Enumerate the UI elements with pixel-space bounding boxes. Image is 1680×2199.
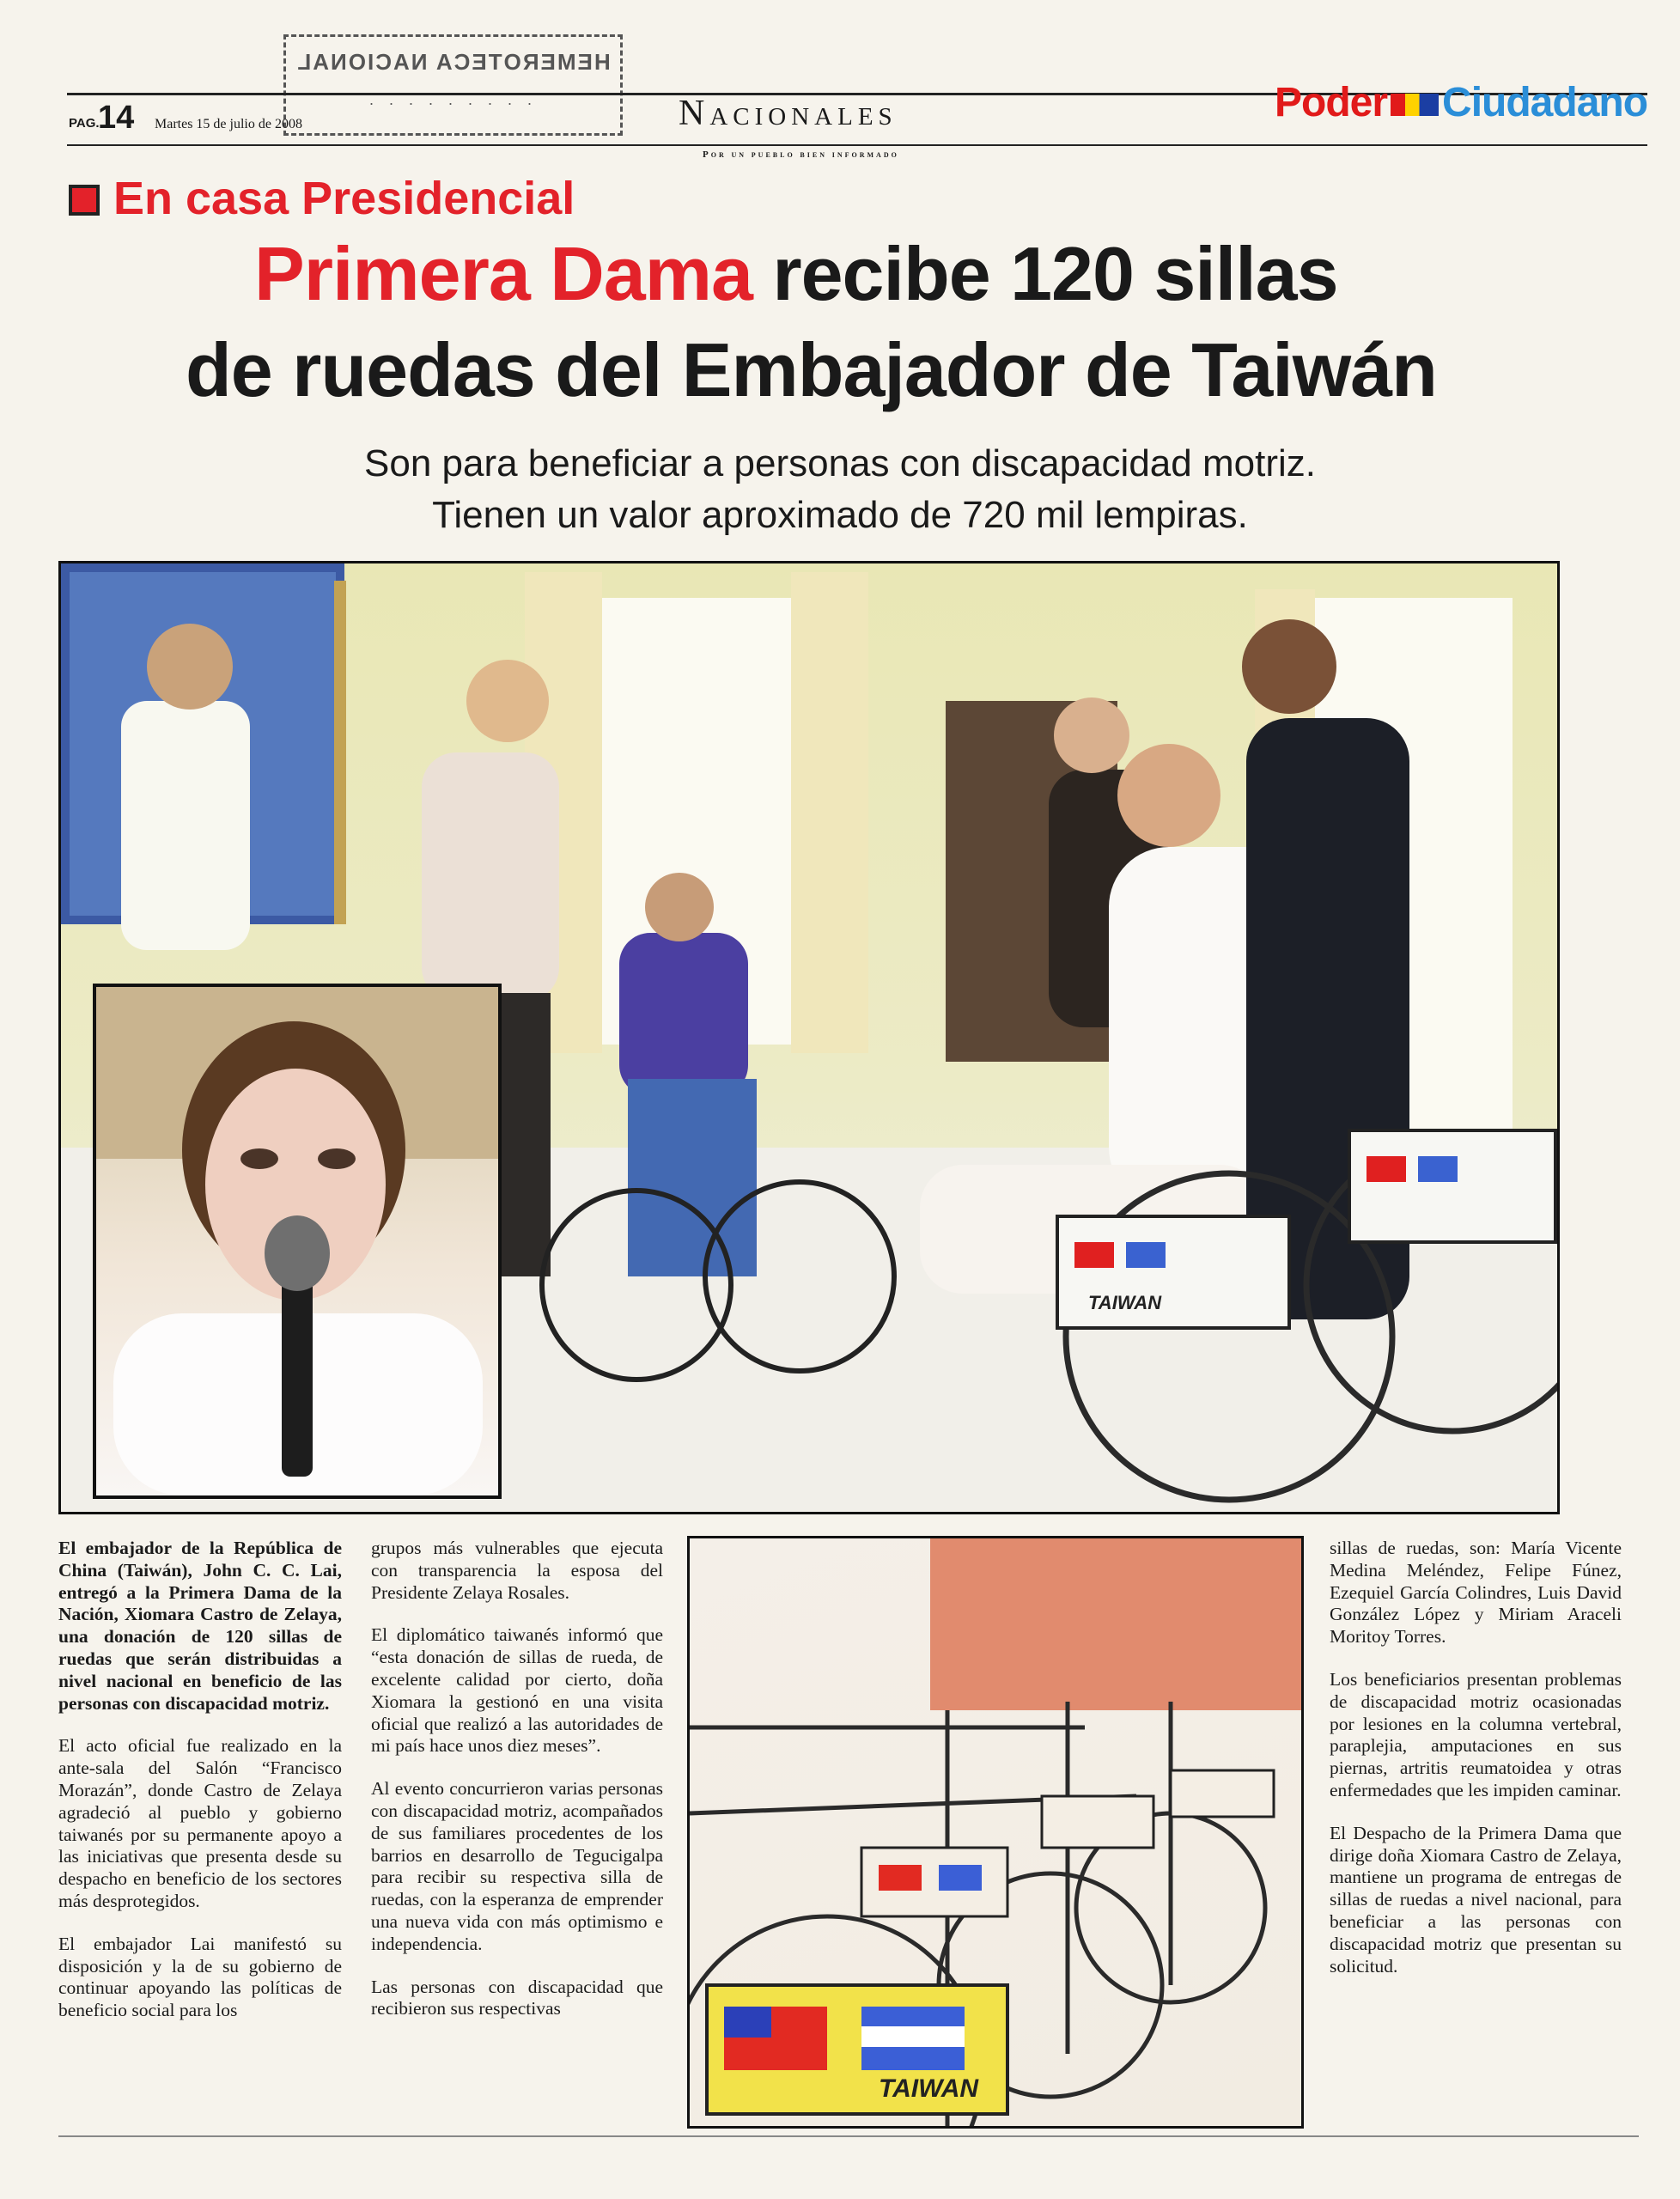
subhead-line-2: Tienen un valor aproximado de 720 mil lempiras. [432, 494, 1248, 536]
page-label: PAG. [69, 116, 100, 131]
archive-stamp [283, 34, 623, 136]
paragraph: El diplomático taiwanés informó que “esta donación de sillas de rueda, de excelente calidad por cierto, doña Xiomara la gestionó en una visita oficial que realizó a las autoridades de mi país hace unos diez meses”. [371, 1624, 663, 1757]
wheelchairs-photo-illustration [690, 1538, 1301, 2126]
headline-line-1 [254, 230, 1338, 318]
inset-photo-illustration [96, 987, 498, 1495]
section-motto: Por un pueblo bien informado [703, 149, 899, 160]
subheadline [0, 438, 1680, 541]
paragraph: sillas de ruedas, son: María Vicente Medina Meléndez, Felipe Fúnez, Ezequiel García Colindres, Luis David González López y Miriam Araceli Moritoy Torres. [1330, 1538, 1622, 1648]
article-column-3 [1330, 1538, 1622, 1998]
wheelchair-label: TAIWAN [879, 2074, 979, 2103]
brand-logo [1275, 79, 1647, 126]
paragraph: Los beneficiarios presentan problemas de discapacidad motriz ocasionadas por lesiones en la columna vertebral, paraplejia, amputaciones en sus piernas, artritis reumatoidea y otras enfermedades que les impiden caminar. [1330, 1668, 1622, 1800]
headline-rest: recibe 120 sillas [772, 231, 1338, 316]
paragraph: El Despacho de la Primera Dama que dirige doña Xiomara Castro de Zelaya, mantiene un programa de entregas de sillas de ruedas a nivel nacional, para beneficiar a las personas con discapacidad motriz que presentan su solicitud. [1330, 1822, 1622, 1977]
footer-rule [58, 2135, 1639, 2137]
paragraph: El acto oficial fue realizado en la ante-sala del Salón “Francisco Morazán”, donde Castro de Zelaya agradeció al pueblo y gobierno taiwanés por su permanente apoyo a las iniciativas que presenta desde su despacho en beneficio de los sectores más desprotegidos. [58, 1735, 342, 1911]
headline-line-2: de ruedas del Embajador de Taiwán [186, 327, 1437, 412]
paragraph: El embajador de la República de China (Taiwán), John C. C. Lai, entregó a la Primera Dama de la Nación, Xiomara Castro de Zelaya, una donación de 120 sillas de ruedas que serán distribuidas a nivel nacional en beneficio de las personas con discapacidad motriz. [58, 1538, 342, 1714]
kicker-text: En casa Presidencial [113, 173, 575, 224]
article-column-2 [371, 1538, 663, 2041]
paragraph: grupos más vulnerables que ejecuta con transparencia la esposa del Presidente Zelaya Rosales. [371, 1538, 663, 1603]
kicker [69, 172, 575, 225]
page-number: 14 [98, 100, 135, 136]
kicker-square-icon [69, 185, 100, 216]
main-photo-chair-label: TAIWAN [1088, 1292, 1162, 1313]
stamp-dots: · · · · · · · · · [368, 94, 538, 112]
headline-highlight: Primera Dama [254, 231, 752, 316]
brand-flag-icon [1391, 94, 1439, 116]
inset-photo-first-lady [93, 984, 502, 1499]
issue-date: Martes 15 de julio de 2008 [155, 117, 302, 131]
wheelchairs-photo [687, 1536, 1304, 2129]
subhead-line-1: Son para beneficiar a personas con discapacidad motriz. [364, 442, 1316, 484]
paragraph: Al evento concurrieron varias personas con discapacidad motriz, acompañados de sus familiares procedentes de los barrios en desarrollo de Tegucigalpa para recibir su respectiva silla de ruedas, con la esperanza de emprender una nueva vida con más optimismo e independencia. [371, 1778, 663, 1954]
brand-right: Ciudadano [1442, 80, 1648, 125]
header-rule-bottom [67, 144, 1647, 146]
paragraph: Las personas con discapacidad que recibieron sus respectivas [371, 1976, 663, 2019]
brand-left: Poder [1275, 80, 1388, 125]
stamp-text: HEMEROTECA NACIONAL [295, 49, 611, 75]
section-title: Nacionales [679, 94, 898, 133]
paragraph: El embajador Lai manifestó su disposición y la de su gobierno de continuar apoyando las políticas de beneficio social para los [58, 1933, 342, 2021]
article-column-1 [58, 1538, 342, 2043]
